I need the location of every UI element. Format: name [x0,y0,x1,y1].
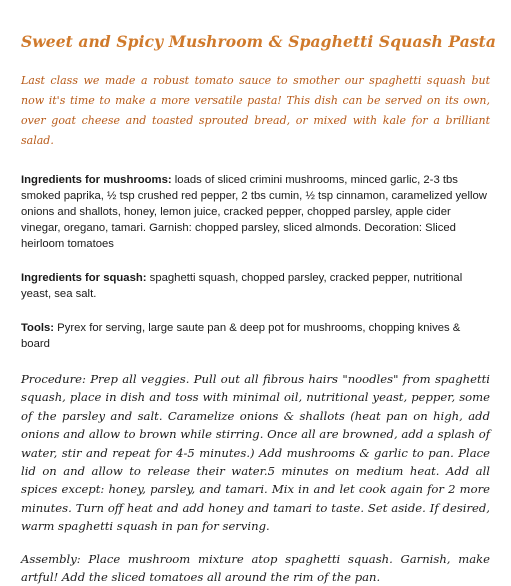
recipe-title: Sweet and Spicy Mushroom & Spaghetti Squash Pasta [21,32,497,51]
tools-heading: Tools: [21,322,55,334]
squash-ingredients-heading: Ingredients for squash: [21,272,147,284]
mushroom-ingredients [21,172,490,252]
assembly-text: Assembly: Place mushroom mixture atop spaghetti squash. Garnish, make artful! Add the sliced tomatoes all around the rim of the pan. [21,551,490,585]
squash-ingredients [21,270,490,302]
squash-ingredients-text: spaghetti squash, chopped parsley, cracked pepper, nutritional yeast, sea salt. [21,272,463,300]
recipe-intro: Last class we made a robust tomato sauce to smother our spaghetti squash but now it's time to make a more versatile pasta! This dish can be served on its own, over goat cheese and toasted sprouted bread, or mixed with kale for a brilliant salad. [21,74,490,147]
procedure-text: Procedure: Prep all veggies. Pull out all fibrous hairs "noodles" from spaghetti squash, place in dish and toss with minimal oil, nutritional yeast, pepper, some of the parsley and salt. Caramelize onions & shallots (heat pan on high, add onions and allow to brown while stirring. Once all are browned, add a splash of water, stir and repeat for 4-5 minutes.) Add mushrooms & garlic to pan. Place lid on and allow to release their water.5 minutes on medium heat. Add all spices except: honey, parsley, and tamari. Mix in and let cook again for 2 more minutes. Turn off heat and add honey and tamari to taste. Set aside. If desired, warm spaghetti squash in pan for serving. [21,372,490,534]
tools-text: Pyrex for serving, large saute pan & deep pot for mushrooms, chopping knives & board [21,322,461,350]
tools-list [21,320,490,352]
mushroom-ingredients-heading: Ingredients for mushrooms: [21,174,172,186]
mushroom-ingredients-text: loads of sliced crimini mushrooms, minced garlic, 2-3 tbs smoked paprika, ½ tsp crushed red pepper, 2 tbs cumin, ½ tsp cinnamon, caramelized yellow onions and shallots, honey, lemon juice, cracked pepper, chopped parsley, apple cider vinegar, oregano, tamari. Garnish: chopped parsley, sliced almonds. Decoration: Sliced heirloom tomatoes [21,174,487,250]
